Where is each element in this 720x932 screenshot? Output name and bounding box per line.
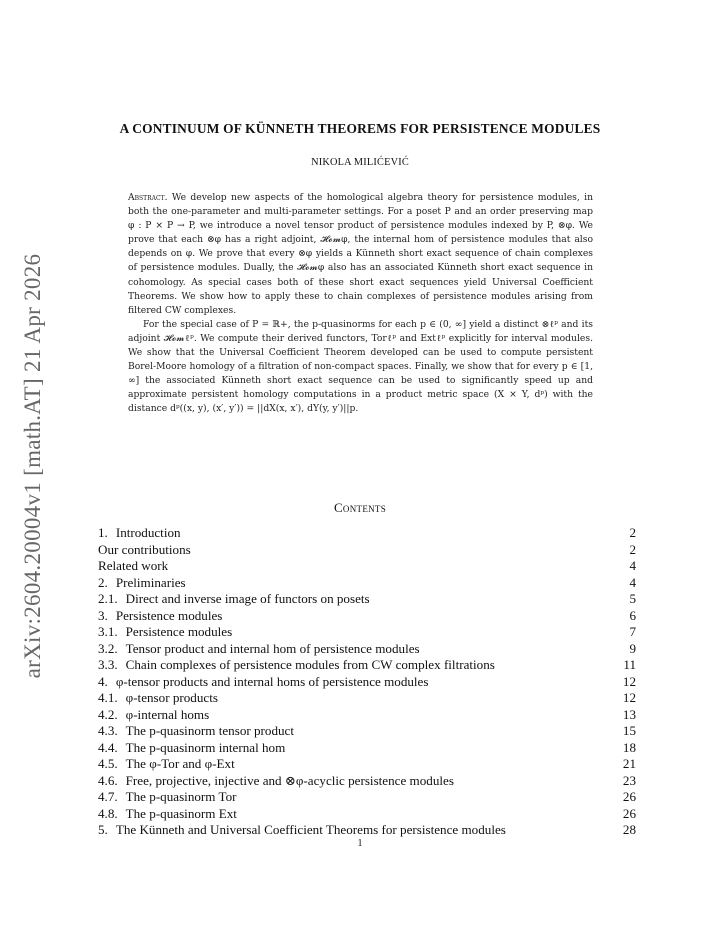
toc-entry[interactable] — [98, 773, 636, 790]
toc-entry-title: The φ-Tor and φ-Ext — [125, 756, 235, 771]
toc-entry[interactable] — [98, 608, 636, 625]
arxiv-identifier-stamp[interactable]: arXiv:2604.20004v1 [math.AT] 21 Apr 2026 — [20, 253, 45, 679]
toc-entry[interactable] — [98, 542, 636, 559]
toc-entry[interactable] — [98, 575, 636, 592]
toc-entry-number: 4.5. — [98, 756, 118, 771]
toc-entry[interactable] — [98, 641, 636, 658]
toc-entry-page: 18 — [622, 739, 636, 755]
toc-entry-page: 12 — [622, 673, 636, 689]
toc-entry[interactable] — [98, 756, 636, 773]
toc-entry-page: 26 — [622, 805, 636, 821]
page-number: 1 — [357, 838, 363, 849]
toc-entry-page: 15 — [622, 723, 636, 738]
toc-entry-title: Free, projective, injective and ⊗φ-acyclic persistence modules — [125, 772, 454, 788]
toc-entry-number: 1. — [98, 525, 108, 540]
toc-entry-page: 28 — [622, 822, 636, 837]
toc-entry-number: 5. — [98, 822, 108, 837]
toc-entry-title: Persistence modules — [125, 624, 233, 639]
toc-entry[interactable] — [98, 806, 636, 823]
toc-entry-number: 3. — [98, 607, 108, 623]
toc-entry-title: Preliminaries — [115, 574, 186, 590]
abstract-label: Abstract. — [128, 192, 168, 203]
toc-entry-title: The p-quasinorm Tor — [125, 789, 237, 804]
toc-entry-number: 3.1. — [98, 624, 118, 639]
toc-entry-title: The p-quasinorm Ext — [125, 805, 237, 821]
toc-entry-number: 4.3. — [98, 723, 118, 738]
toc-entry-number: 2.1. — [98, 591, 118, 606]
toc-entry-title: φ-internal homs — [125, 706, 210, 722]
toc-entry-page: 12 — [622, 690, 636, 705]
toc-entry-page: 13 — [622, 706, 636, 722]
toc-entry-page: 7 — [629, 624, 636, 639]
abstract-paragraph-2: For the special case of P = ℝ+, the p-quasinorms for each p ∈ (0, ∞] yield a distinct ⊗ℓᵖ and its adjoint 𝓗𝓸𝓶ℓᵖ. We compute their derived functors, Torℓᵖ and Extℓᵖ explicitly for interval modules. We show that the Universal Coefficient Theorem developed can be used to compute persistent Borel-Moore homology of a filtration of non-compact spaces. Finally, we show that for every p ∈ [1, ∞] the associated Künneth short exact sequence can be used to significantly speed up and approximate persistent homology computations in a product metric space (X × Y, dᵖ) with the distance dᵖ((x, y), (x′, y′)) = ||dX(x, x′), dY(y, y′)||p. — [128, 318, 593, 415]
table-of-contents — [98, 525, 636, 839]
toc-entry-page: 2 — [629, 525, 636, 540]
abstract — [128, 191, 593, 417]
toc-entry-title: Introduction — [115, 525, 181, 540]
toc-entry[interactable] — [98, 707, 636, 724]
toc-entry-number: 4. — [98, 673, 108, 689]
toc-entry-page: 9 — [629, 640, 636, 656]
toc-entry[interactable] — [98, 690, 636, 707]
toc-entry-page: 2 — [629, 541, 636, 557]
toc-entry-title: Chain complexes of persistence modules from CW complex filtrations — [125, 657, 495, 672]
toc-entry-title: The Künneth and Universal Coefficient Theorems for persistence modules — [115, 822, 506, 837]
toc-entry-number: 3.2. — [98, 640, 118, 656]
toc-entry-title: Our contributions — [98, 541, 191, 557]
toc-entry-page: 4 — [629, 558, 636, 573]
toc-entry[interactable] — [98, 674, 636, 691]
toc-entry-page: 23 — [622, 772, 636, 788]
toc-entry-title: φ-tensor products and internal homs of persistence modules — [115, 673, 429, 689]
paper-title: A CONTINUUM OF KÜNNETH THEOREMS FOR PERSISTENCE MODULES — [119, 121, 601, 136]
toc-entry[interactable] — [98, 789, 636, 806]
toc-entry[interactable] — [98, 657, 636, 674]
toc-entry-number: 2. — [98, 574, 108, 590]
toc-entry-title: The p-quasinorm internal hom — [125, 739, 286, 755]
toc-entry-page: 4 — [629, 574, 636, 590]
abstract-paragraph-1-text: We develop new aspects of the homological algebra theory for persistence modules, in both the one-parameter and multi-parameter settings. For a poset P and an order preserving map φ : P × P → P, we introduce a novel tensor product of persistence modules indexed by P, ⊗φ. We prove that each ⊗φ has a right adjoint, 𝓗𝓸𝓶φ, the internal hom of persistence modules that also depends on φ. We prove that every ⊗φ yields a Künneth short exact sequence of chain complexes of persistence modules. Dually, the 𝓗𝓸𝓶φ also has an associated Künneth short exact sequence in cohomology. As special cases both of these short exact sequences yield Universal Coefficient Theorems. We show how to apply these to chain complexes of persistence modules arising from filtered CW complexes. — [128, 192, 593, 316]
abstract-paragraph-1 — [128, 191, 593, 318]
toc-entry-number: 4.4. — [98, 739, 118, 755]
toc-entry-number: 4.8. — [98, 805, 118, 821]
toc-entry-number: 4.2. — [98, 706, 118, 722]
toc-entry[interactable] — [98, 525, 636, 542]
toc-entry-page: 5 — [629, 591, 636, 606]
toc-entry-title: The p-quasinorm tensor product — [125, 723, 294, 738]
toc-entry-page: 26 — [622, 789, 636, 804]
toc-entry-page: 11 — [623, 657, 636, 672]
author-name: NIKOLA MILIĆEVIĆ — [311, 157, 409, 168]
toc-entry-title: Persistence modules — [115, 607, 223, 623]
toc-entry-title: Tensor product and internal hom of persistence modules — [125, 640, 420, 656]
toc-entry[interactable] — [98, 591, 636, 608]
toc-entry-number: 4.7. — [98, 789, 118, 804]
toc-entry-number: 4.1. — [98, 690, 118, 705]
toc-entry[interactable] — [98, 723, 636, 740]
toc-entry-title: φ-tensor products — [125, 690, 218, 705]
toc-entry-number: 3.3. — [98, 657, 118, 672]
toc-entry[interactable] — [98, 558, 636, 575]
toc-entry[interactable] — [98, 822, 636, 839]
toc-entry-page: 6 — [629, 607, 636, 623]
toc-entry-number: 4.6. — [98, 772, 118, 788]
toc-entry-page: 21 — [622, 756, 636, 771]
toc-entry-title: Related work — [98, 558, 169, 573]
toc-entry[interactable] — [98, 740, 636, 757]
toc-entry[interactable] — [98, 624, 636, 641]
toc-entry-title: Direct and inverse image of functors on posets — [125, 591, 370, 606]
contents-heading: Contents — [333, 500, 387, 515]
